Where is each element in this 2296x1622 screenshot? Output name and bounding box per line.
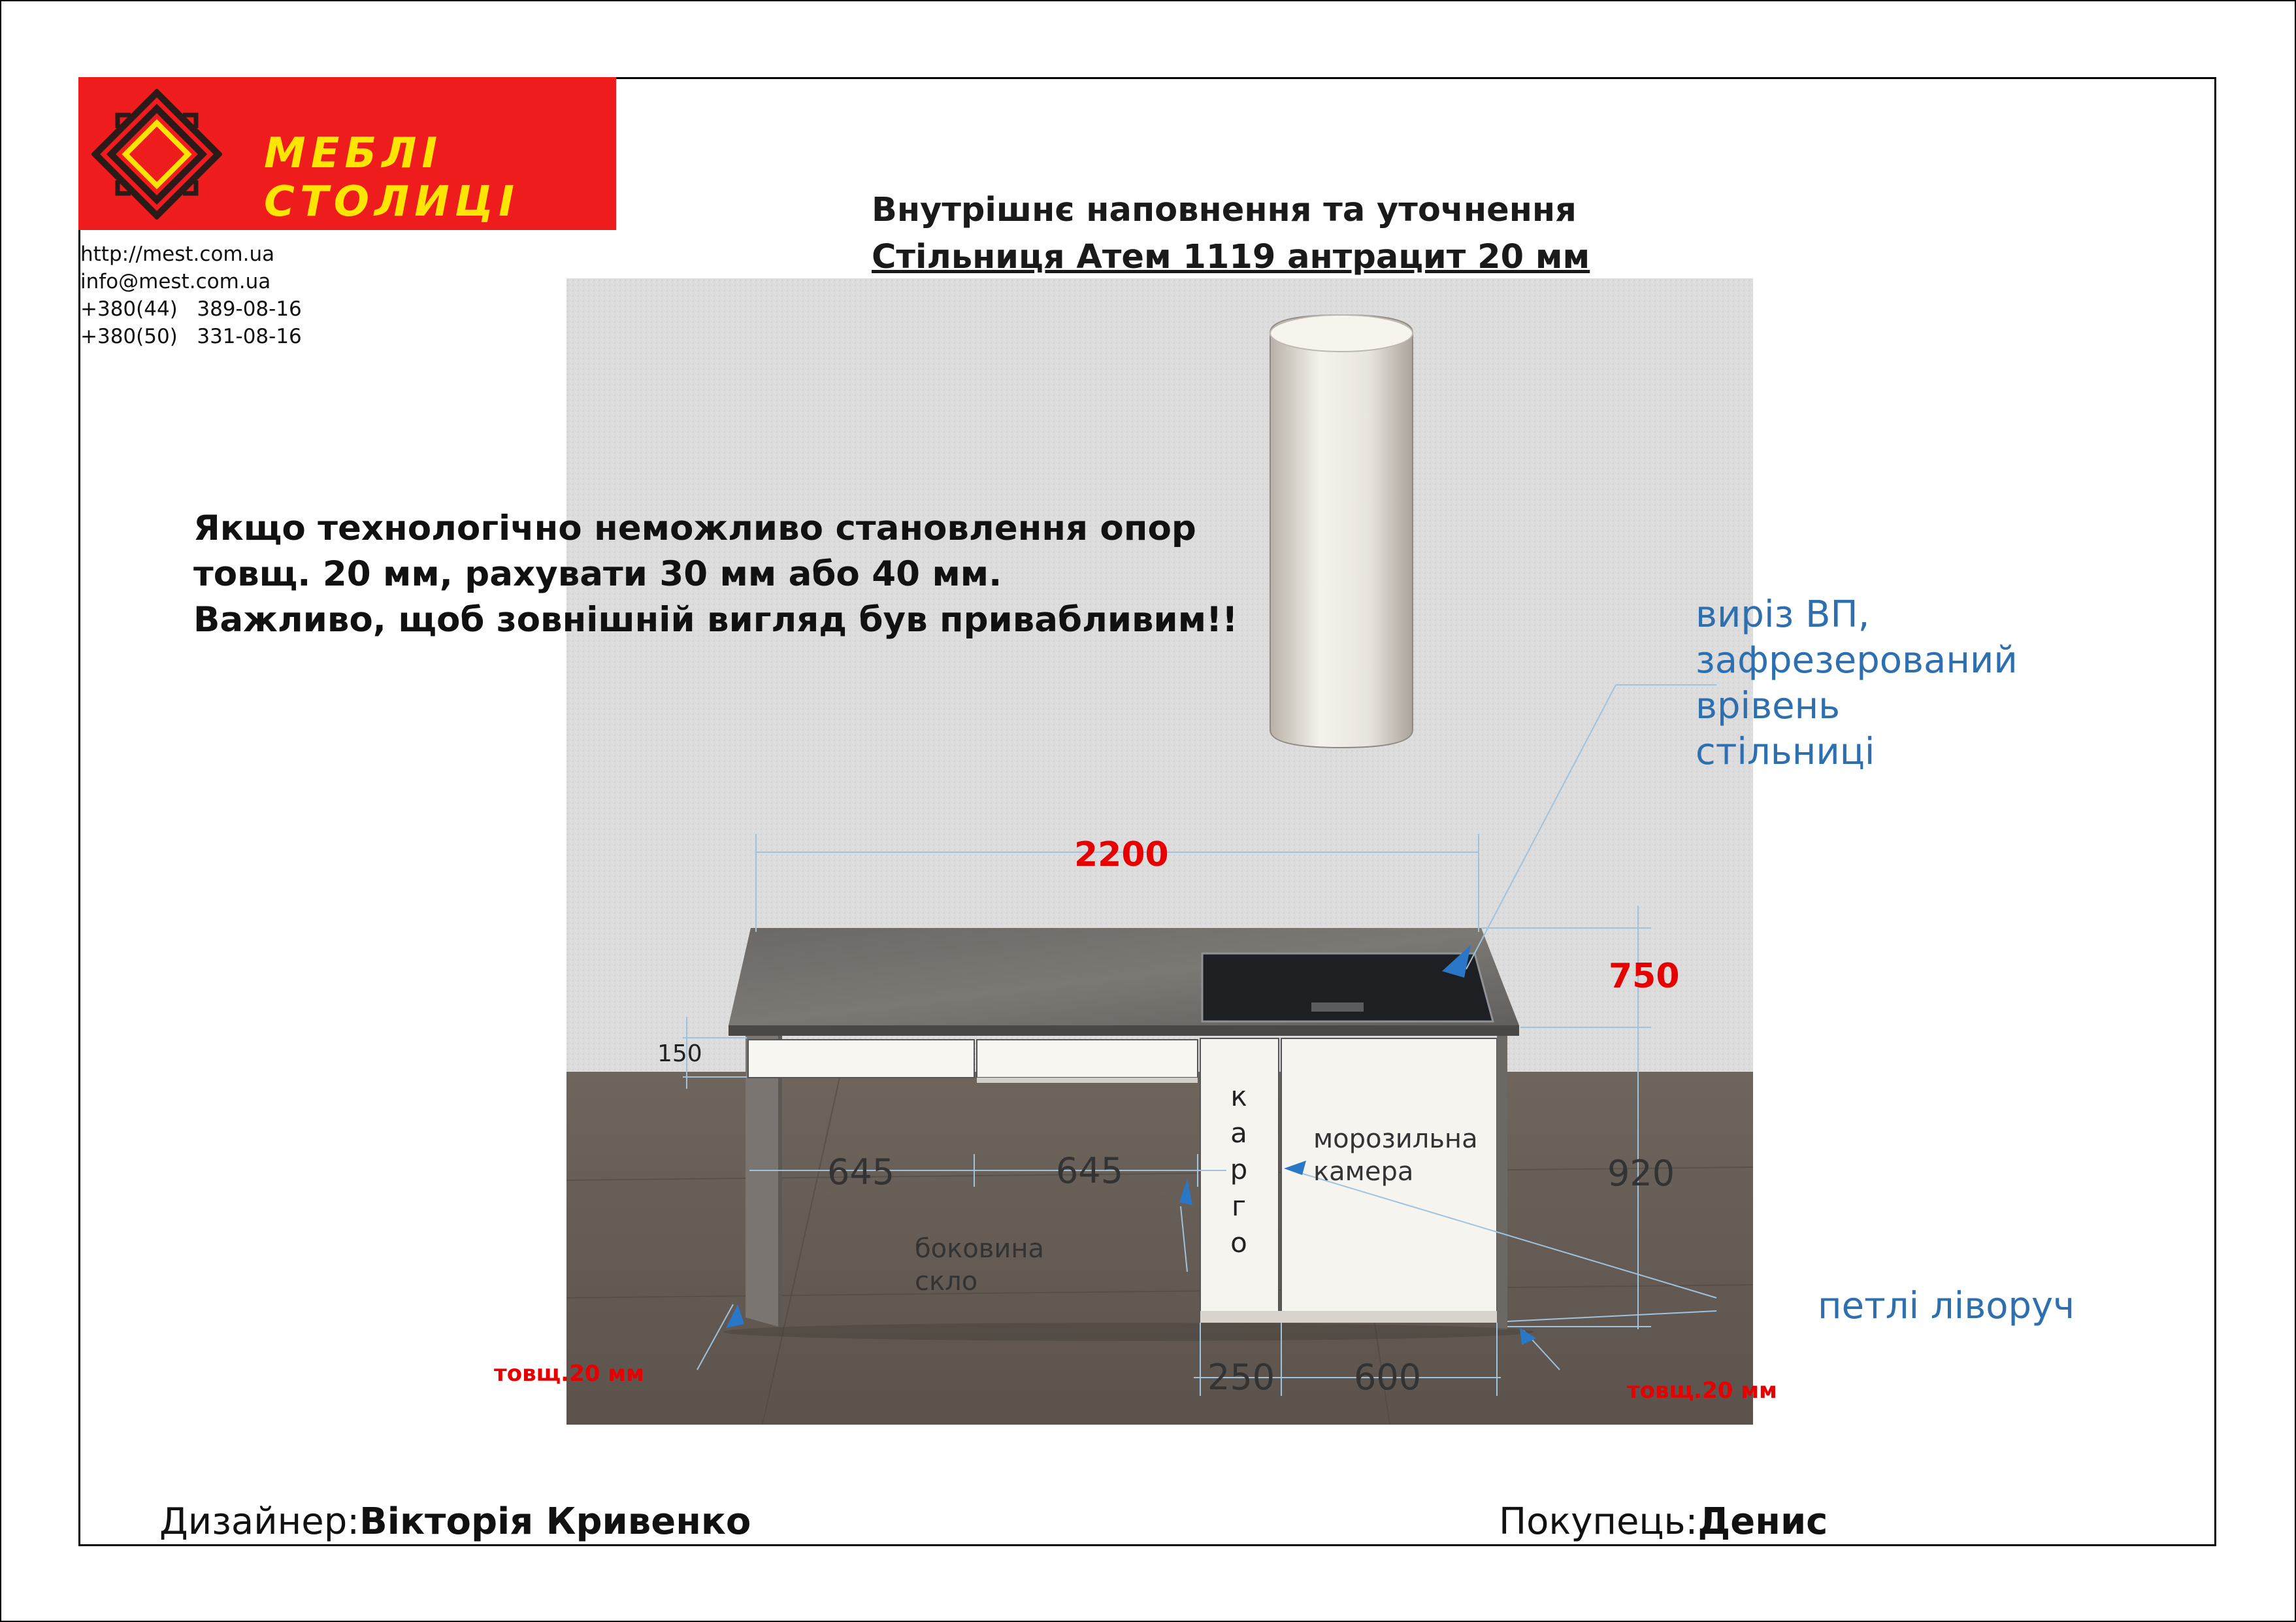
note-line: Якщо технологічно неможливо становлення опор [193,508,1196,548]
cargo-letter: о [1230,1227,1247,1259]
dim-counter-height: 750 [1609,957,1680,996]
cutout-callout [1696,592,2018,775]
dim-total-width: 2200 [1074,835,1169,874]
side-glass-line: боковина [915,1234,1045,1264]
dim-section-mid: 645 [1056,1150,1124,1191]
website-link[interactable]: http://mest.com.ua [80,242,275,266]
cargo-label [1226,1078,1252,1261]
hinges-callout: петлі ліворуч [1818,1285,2075,1327]
cargo-letter: г [1231,1190,1247,1222]
buyer-label: Покупець: [1499,1500,1698,1543]
note-line: товщ. 20 мм, рахувати 30 мм або 40 мм. [193,554,1002,594]
dim-cargo-width: 250 [1207,1357,1275,1398]
buyer-field [1499,1500,1828,1543]
dim-drawer-height: 150 [657,1040,702,1067]
designer-name: Вікторія Кривенко [359,1500,751,1543]
phone-1: +380(44) 389-08-16 [80,297,302,321]
dim-section-left: 645 [827,1151,895,1193]
side-glass-label [915,1233,1044,1298]
side-glass-line: скло [915,1266,978,1297]
contact-block [80,240,302,350]
thickness-right-label: товщ.20 мм [1627,1378,1777,1404]
cutout-line: врівень [1696,685,1841,727]
freezer-line: камера [1313,1157,1414,1187]
brand-logo [78,77,616,230]
designer-field [159,1500,751,1543]
phone-2: +380(50) 331-08-16 [80,325,302,348]
technical-note [193,506,1238,643]
cargo-letter: а [1230,1117,1247,1149]
designer-label: Дизайнер: [159,1500,360,1543]
dim-cabinet-height: 920 [1607,1153,1675,1194]
cargo-letter: к [1230,1080,1247,1112]
buyer-name: Денис [1697,1500,1828,1543]
dim-door-width: 600 [1354,1357,1422,1398]
note-line: Важливо, щоб зовнішній вигляд був привабливим!! [193,600,1238,640]
cutout-line: зафрезерований [1696,639,2018,682]
thickness-left-label: товщ.20 мм [494,1361,644,1387]
page-title: Внутрішнє наповнення та уточнення [872,191,1577,229]
cargo-letter: р [1230,1153,1248,1185]
freezer-label [1313,1123,1478,1188]
page-subtitle: Стільниця Атем 1119 антрацит 20 мм [872,238,1590,276]
cutout-line: виріз ВП, [1696,593,1870,636]
brand-name: МЕБЛІ СТОЛИЦІ [264,129,519,226]
cutout-line: стільниці [1696,731,1875,773]
logo-ornament-icon [91,89,222,220]
email-link[interactable]: info@mest.com.ua [80,270,271,293]
freezer-line: морозильна [1313,1124,1478,1154]
